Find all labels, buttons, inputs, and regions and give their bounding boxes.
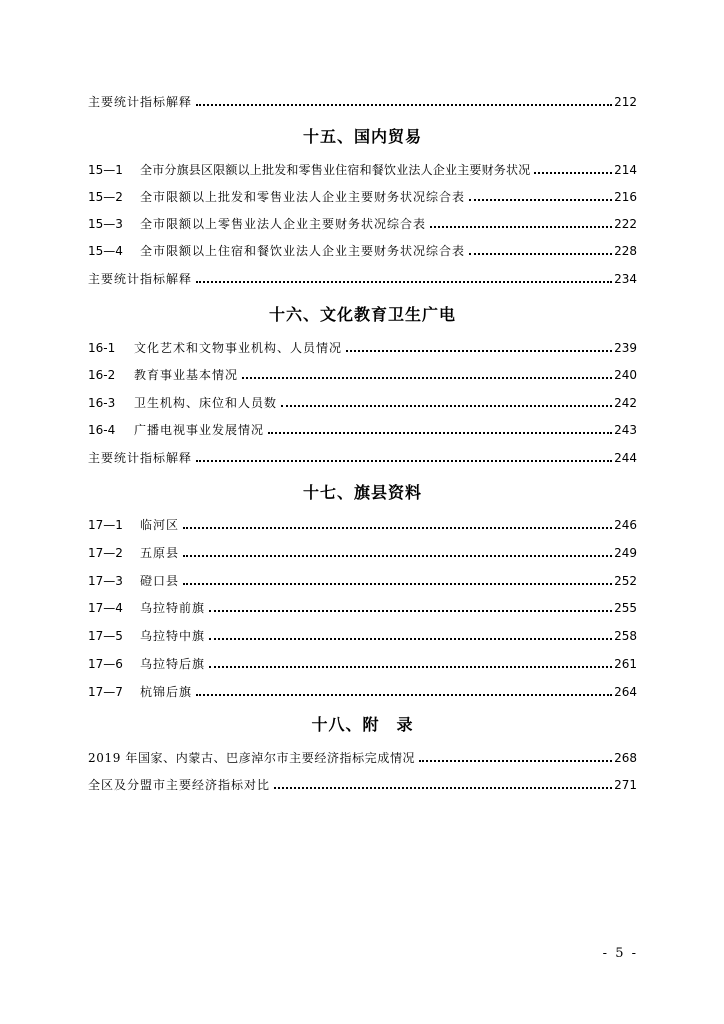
- toc-entry-title: 乌拉特后旗: [140, 657, 206, 671]
- toc-entry-page: 242: [614, 396, 637, 410]
- toc-entry-title: 教育事业基本情况: [134, 368, 239, 382]
- toc-entry-17-4[interactable]: [88, 598, 637, 618]
- toc-entry-title: 五原县: [140, 546, 180, 560]
- toc-entry-page: 268: [614, 751, 637, 765]
- toc-entry-page: 261: [614, 657, 637, 671]
- toc-entry-17-6[interactable]: [88, 654, 637, 674]
- dot-leader: [196, 460, 612, 462]
- toc-entry-appendix-2019-indicators[interactable]: [88, 748, 637, 768]
- toc-entry-page: 240: [614, 368, 637, 382]
- toc-entry-number: 17—7: [88, 685, 123, 699]
- toc-entry-title: 全区及分盟市主要经济指标对比: [88, 778, 271, 792]
- toc-entry-page: 246: [614, 518, 637, 532]
- toc-entry-page: 255: [614, 601, 637, 615]
- toc-entry-page: 252: [614, 574, 637, 588]
- toc-entry-15-1[interactable]: [88, 160, 637, 180]
- toc-entry-16-4[interactable]: [88, 420, 637, 440]
- dot-leader: [281, 405, 612, 407]
- toc-entry-page: 239: [614, 341, 637, 355]
- toc-entry-number: 15—3: [88, 217, 123, 231]
- dot-leader: [242, 377, 612, 379]
- toc-entry-page: 249: [614, 546, 637, 560]
- toc-entry-indicators-explanation-1[interactable]: [88, 92, 637, 112]
- toc-entry-title: 杭锦后旗: [140, 685, 193, 699]
- toc-entry-page: 228: [614, 244, 637, 258]
- section-heading-county-data: 十七、旗县资料: [302, 483, 422, 502]
- toc-entry-page: 264: [614, 685, 637, 699]
- toc-entry-title: 卫生机构、床位和人员数: [134, 396, 278, 410]
- toc-entry-indicators-explanation-2[interactable]: [88, 269, 637, 289]
- toc-entry-number: 17—5: [88, 629, 123, 643]
- toc-entry-page: 214: [614, 163, 637, 177]
- dot-leader: [196, 281, 612, 283]
- toc-entry-title: 全市限额以上批发和零售业法人企业主要财务状况综合表: [140, 190, 466, 204]
- toc-entry-17-7[interactable]: [88, 682, 637, 702]
- toc-entry-page: 216: [614, 190, 637, 204]
- toc-entry-title: 2019 年国家、内蒙古、巴彦淖尔市主要经济指标完成情况: [88, 751, 416, 765]
- dot-leader: [469, 253, 612, 255]
- toc-entry-number: 17—6: [88, 657, 123, 671]
- dot-leader: [469, 199, 612, 201]
- toc-entry-number: 17—2: [88, 546, 123, 560]
- section-heading-appendix: 十八、附 录: [311, 715, 414, 734]
- dot-leader: [268, 432, 612, 434]
- toc-entry-16-2[interactable]: [88, 365, 637, 385]
- toc-entry-title: 主要统计指标解释: [88, 95, 193, 109]
- dot-leader: [196, 104, 612, 106]
- toc-entry-title: 主要统计指标解释: [88, 451, 193, 465]
- toc-entry-title: 乌拉特中旗: [140, 629, 206, 643]
- dot-leader: [183, 527, 612, 529]
- toc-entry-number: 17—4: [88, 601, 123, 615]
- toc-entry-page: 212: [614, 95, 637, 109]
- dot-leader: [534, 172, 612, 174]
- toc-entry-title: 乌拉特前旗: [140, 601, 206, 615]
- toc-entry-page: 222: [614, 217, 637, 231]
- dot-leader: [209, 638, 612, 640]
- toc-entry-number: 17—1: [88, 518, 123, 532]
- dot-leader: [209, 610, 612, 612]
- toc-entry-15-4[interactable]: [88, 241, 637, 261]
- toc-entry-17-2[interactable]: [88, 543, 637, 563]
- toc-entry-title: 磴口县: [140, 574, 180, 588]
- toc-entry-16-3[interactable]: [88, 393, 637, 413]
- toc-entry-title: 全市限额以上零售业法人企业主要财务状况综合表: [140, 217, 427, 231]
- toc-entry-17-3[interactable]: [88, 571, 637, 591]
- toc-entry-number: 17—3: [88, 574, 123, 588]
- toc-entry-number: 16-1: [88, 341, 116, 355]
- toc-entry-page: 271: [614, 778, 637, 792]
- page-number: - 5 -: [602, 946, 638, 961]
- toc-entry-title: 全市分旗县区限额以上批发和零售业住宿和餐饮业法人企业主要财务状况: [140, 163, 531, 177]
- toc-entry-number: 16-4: [88, 423, 116, 437]
- toc-entry-title: 主要统计指标解释: [88, 272, 193, 286]
- toc-entry-number: 16-2: [88, 368, 116, 382]
- toc-entry-17-5[interactable]: [88, 626, 637, 646]
- dot-leader: [196, 694, 612, 696]
- dot-leader: [419, 760, 612, 762]
- toc-entry-title: 临河区: [140, 518, 180, 532]
- dot-leader: [430, 226, 612, 228]
- toc-entry-title: 文化艺术和文物事业机构、人员情况: [134, 341, 343, 355]
- toc-entry-17-1[interactable]: [88, 515, 637, 535]
- toc-entry-appendix-league-comparison[interactable]: [88, 775, 637, 795]
- toc-entry-page: 243: [614, 423, 637, 437]
- toc-entry-16-1[interactable]: [88, 338, 637, 358]
- dot-leader: [346, 350, 612, 352]
- toc-entry-title: 广播电视事业发展情况: [134, 423, 265, 437]
- toc-entry-title: 全市限额以上住宿和餐饮业法人企业主要财务状况综合表: [140, 244, 466, 258]
- toc-entry-number: 16-3: [88, 396, 116, 410]
- dot-leader: [274, 787, 612, 789]
- toc-entry-15-2[interactable]: [88, 187, 637, 207]
- toc-entry-indicators-explanation-3[interactable]: [88, 448, 637, 468]
- dot-leader: [183, 555, 612, 557]
- section-heading-culture-education-health: 十六、文化教育卫生广电: [268, 305, 456, 324]
- toc-entry-page: 234: [614, 272, 637, 286]
- toc-entry-number: 15—2: [88, 190, 123, 204]
- toc-entry-page: 258: [614, 629, 637, 643]
- toc-entry-number: 15—1: [88, 163, 123, 177]
- toc-entry-number: 15—4: [88, 244, 123, 258]
- section-heading-domestic-trade: 十五、国内贸易: [302, 127, 422, 146]
- toc-entry-page: 244: [614, 451, 637, 465]
- dot-leader: [183, 583, 612, 585]
- toc-entry-15-3[interactable]: [88, 214, 637, 234]
- dot-leader: [209, 666, 612, 668]
